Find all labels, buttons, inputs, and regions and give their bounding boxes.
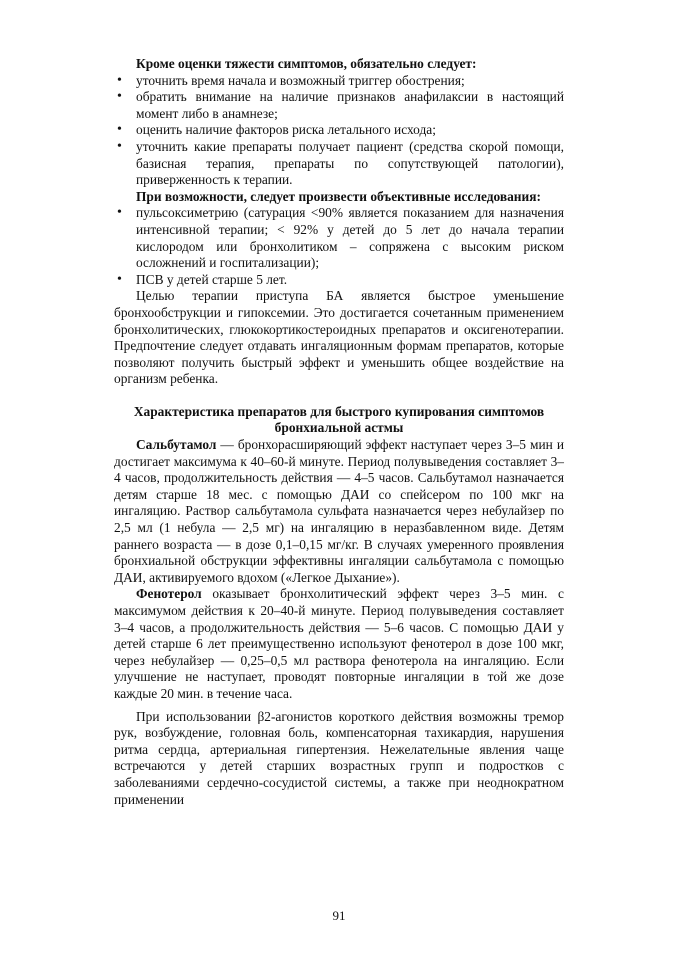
mandatory-list: [114, 73, 564, 189]
heading-mandatory: Кроме оценки тяжести симптомов, обязательно следует:: [136, 56, 477, 71]
page-number: 91: [332, 908, 346, 923]
section-gap: [114, 388, 564, 404]
list-item: • оценить наличие факторов риска летального исхода;: [114, 122, 564, 139]
list-item: • уточнить время начала и возможный триггер обострения;: [114, 73, 564, 90]
page-body: [114, 56, 564, 808]
list-item: • ПСВ у детей старше 5 лет.: [114, 272, 564, 289]
list-item: • обратить внимание на наличие признаков анафилаксии в настоящий момент либо в анамнезе;: [114, 89, 564, 122]
heading-objective: При возможности, следует произвести объективные исследования:: [136, 188, 541, 204]
salbutamol-text: — бронхорасширяющий эффект наступает через 3–5 мин и достигает максимума к 40–60-й минуте. Период полувыведения составляет 3–4 часов, продолжительность действия — 4–5 часов. Сальбутамол назначается детям старше 18 мес. с помощью ДАИ со спейсером по 100 мкг на ингаляцию. Раствор сальбутамола сульфата назначается через небулайзер по 2,5 мл (1 небула — 2,5 мг) на ингаляцию в неразбавленном виде. Детям раннего возраста — в дозе 0,1–0,15 мг/кг. В случаях умеренного проявления бронхиальной обструкции эффективны ингаляции сальбутамола с помощью ДАИ, активируемого вдохом («Легкое Дыхание»).: [114, 437, 564, 585]
term-salbutamol: Сальбутамол: [136, 437, 217, 453]
paragraph-therapy-goal: Целью терапии приступа БА является быстрое уменьшение бронхообструкции и гипоксемии. Это достигается сочетанным применением бронхолитических, глюкокортикостероидных препаратов и оксигенотерапии. Предпочтение следует отдавать ингаляционным формам препаратов, которые позволяют получить быстрый эффект и уменьшить общее воздействие на организм ребенка.: [114, 288, 564, 387]
paragraph-fenoterol: [114, 586, 564, 702]
term-fenoterol: Фенотерол: [136, 586, 202, 602]
objective-list: [114, 205, 564, 288]
paragraph-salbutamol: [114, 437, 564, 586]
list-item: • уточнить какие препараты получает пациент (средства скорой помощи, базисная терапия, препараты по сопутствующей патологии), приверженность к терапии.: [114, 139, 564, 189]
list-item: • пульсоксиметрию (сатурация <90% является показанием для назначения интенсивной терапии; < 92% у детей до 5 лет до начала терапии кислородом или бронхолитиком – сопряжена с высоким риском осложнений и госпитализации);: [114, 205, 564, 271]
section-title: Характеристика препаратов для быстрого купирования симптомов бронхиальной астмы: [133, 403, 545, 436]
paragraph-side-effects: При использовании β2-агонистов короткого действия возможны тремор рук, возбуждение, головная боль, компенсаторная тахикардия, нарушения ритма сердца, артериальная гипертензия. Нежелательные явления чаще встречаются у детей старших возрастных групп и подростков с заболеваниями сердечно-сосудистой системы, а также при неоднократном применении: [114, 708, 564, 807]
fenoterol-text: оказывает бронхолитический эффект через 3–5 мин. с максимумом действия к 20–40-й минуте. Период полувыведения составляет 3–4 часов, а продолжительность действия — 5–6 часов. С помощью ДАИ у детей старше 6 лет преимущественно используют фенотерол в дозе 100 мкг, через небулайзер — 0,25–0,5 мл раствора фенотерола на ингаляцию. Если улучшение не наступает, проводят повторные ингаляции в той же дозе каждые 20 мин. в течение часа.: [114, 586, 564, 701]
